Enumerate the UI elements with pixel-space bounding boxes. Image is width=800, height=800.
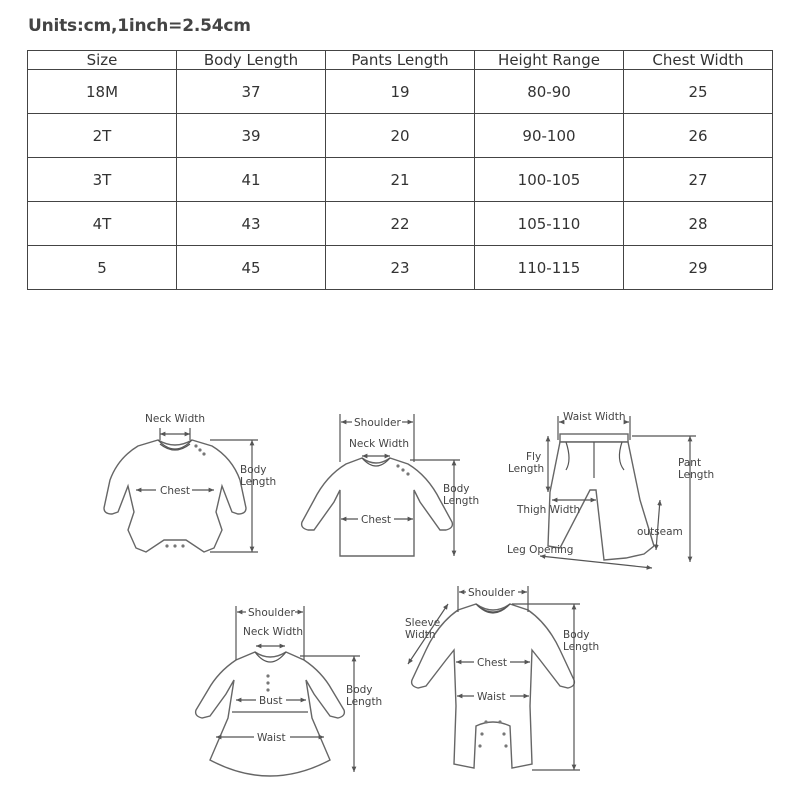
neck-width-label: Neck Width xyxy=(349,438,410,450)
button-dot xyxy=(173,544,176,547)
table-row xyxy=(28,246,773,290)
sweater-outline xyxy=(302,458,453,556)
pants-outline xyxy=(548,442,654,560)
button-dot xyxy=(504,744,507,747)
table-cell: 2T xyxy=(28,114,177,158)
body-length-label: Body xyxy=(240,464,267,476)
leg-opening-arrow xyxy=(540,556,652,568)
table-row xyxy=(28,114,773,158)
bust-label: Bust xyxy=(259,695,283,707)
body-length-label: Body xyxy=(346,684,373,696)
table-cell: 110-115 xyxy=(475,246,624,290)
thigh-width-label: Thigh Width xyxy=(517,504,581,516)
button-dot xyxy=(266,674,269,677)
table-cell: 3T xyxy=(28,158,177,202)
romper-diagram xyxy=(405,586,599,770)
waist-label: Waist xyxy=(477,691,506,703)
waist-label: Waist xyxy=(257,732,286,744)
body-length-label: Length xyxy=(443,495,480,507)
fly-length-label: Length xyxy=(508,463,545,475)
table-cell: 21 xyxy=(326,158,475,202)
button-dot xyxy=(502,732,505,735)
table-header-row xyxy=(28,51,773,70)
button-dot xyxy=(266,681,269,684)
table-cell: 25 xyxy=(624,70,773,114)
button-dot xyxy=(165,544,168,547)
table-cell: 45 xyxy=(177,246,326,290)
header-pants-length: Pants Length xyxy=(326,51,475,70)
table-cell: 4T xyxy=(28,202,177,246)
table-cell: 26 xyxy=(624,114,773,158)
neck-width-label: Neck Width xyxy=(243,626,304,638)
sleeve-width-label: Width xyxy=(405,629,436,641)
size-chart-table xyxy=(27,50,773,290)
sleeve-width-label: Sleeve xyxy=(405,617,441,629)
dress-diagram xyxy=(196,606,383,776)
chest-label: Chest xyxy=(477,657,508,669)
table-cell: 18M xyxy=(28,70,177,114)
table-cell: 28 xyxy=(624,202,773,246)
button-dot xyxy=(484,720,487,723)
body-length-label: Body xyxy=(563,629,590,641)
chest-label: Chest xyxy=(160,485,191,497)
button-dot xyxy=(181,544,184,547)
units-note: Units:cm,1inch=2.54cm xyxy=(28,16,251,36)
body-length-label: Body xyxy=(443,483,470,495)
table-cell: 20 xyxy=(326,114,475,158)
dress-outline xyxy=(196,652,345,776)
button-dot xyxy=(202,452,205,455)
table-row xyxy=(28,158,773,202)
button-dot xyxy=(396,464,399,467)
button-dot xyxy=(401,468,404,471)
table-cell: 90-100 xyxy=(475,114,624,158)
table-cell: 37 xyxy=(177,70,326,114)
header-chest-width: Chest Width xyxy=(624,51,773,70)
header-body-length: Body Length xyxy=(177,51,326,70)
table-row xyxy=(28,202,773,246)
table-cell: 39 xyxy=(177,114,326,158)
shoulder-label: Shoulder xyxy=(468,587,515,599)
table-cell: 43 xyxy=(177,202,326,246)
shoulder-label: Shoulder xyxy=(248,607,295,619)
button-dot xyxy=(480,732,483,735)
bodysuit-diagram xyxy=(104,413,276,552)
table-cell: 19 xyxy=(326,70,475,114)
fly-length-label: Fly xyxy=(526,451,542,463)
body-length-label: Length xyxy=(563,641,600,653)
table-row xyxy=(28,70,773,114)
button-dot xyxy=(198,448,201,451)
sweater-diagram xyxy=(302,414,480,556)
table-cell: 22 xyxy=(326,202,475,246)
table-cell: 80-90 xyxy=(475,70,624,114)
body-length-label: Length xyxy=(346,696,383,708)
shoulder-label: Shoulder xyxy=(354,417,401,429)
measurement-diagrams xyxy=(0,400,800,800)
button-dot xyxy=(498,720,501,723)
table-cell: 41 xyxy=(177,158,326,202)
leg-opening-label: Leg Opening xyxy=(507,544,574,556)
button-dot xyxy=(194,444,197,447)
pants-diagram xyxy=(507,411,714,568)
button-dot xyxy=(406,472,409,475)
table-cell: 105-110 xyxy=(475,202,624,246)
outseam-label: outseam xyxy=(637,526,683,538)
chest-label: Chest xyxy=(361,514,392,526)
neck-width-label: Neck Width xyxy=(145,413,206,425)
button-dot xyxy=(478,744,481,747)
outseam-arrow xyxy=(656,500,660,550)
waist-width-label: Waist Width xyxy=(563,411,626,423)
pant-length-label: Pant xyxy=(678,457,702,469)
button-dot xyxy=(266,688,269,691)
body-length-label: Length xyxy=(240,476,277,488)
table-cell: 23 xyxy=(326,246,475,290)
header-height-range: Height Range xyxy=(475,51,624,70)
table-cell: 5 xyxy=(28,246,177,290)
pant-length-label: Length xyxy=(678,469,715,481)
table-cell: 29 xyxy=(624,246,773,290)
header-size: Size xyxy=(28,51,177,70)
table-cell: 100-105 xyxy=(475,158,624,202)
table-cell: 27 xyxy=(624,158,773,202)
pants-waistband xyxy=(560,434,628,442)
